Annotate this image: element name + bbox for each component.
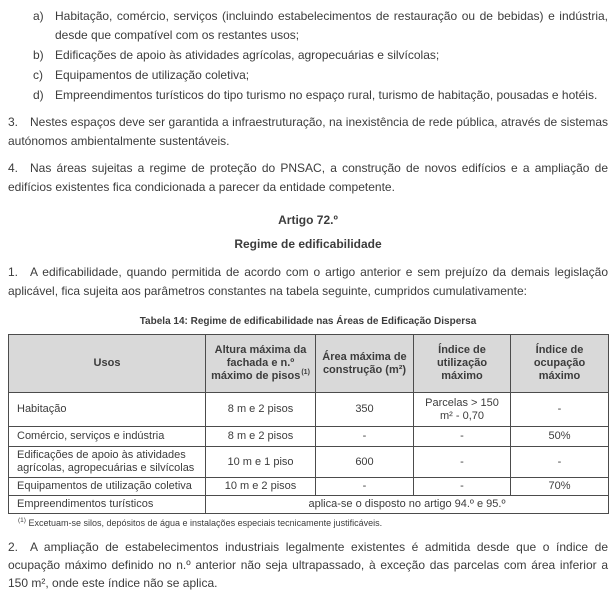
paragraph-number: 3. — [8, 115, 19, 129]
col-header-area — [316, 335, 414, 393]
cell-altura: 10 m e 1 piso — [206, 447, 316, 478]
cell-uso: Edificações de apoio às atividades agrícolas, agropecuárias e silvícolas — [9, 447, 206, 478]
header-text: Índice de utilização máximo — [436, 344, 488, 382]
footnote-marker: (1) — [18, 517, 26, 524]
cell-altura: 8 m e 2 pisos — [206, 427, 316, 447]
cell-merged-note: aplica-se o disposto no artigo 94.º e 95.º — [206, 496, 609, 514]
paragraph-number: 2. — [8, 540, 19, 554]
table-header-row — [9, 335, 609, 393]
footnote-ref: (1) — [301, 369, 310, 377]
paragraph-text: Nas áreas sujeitas a regime de proteção do PNSAC, a construção de novos edifícios e a ampliação de edifícios existentes fica condicionada a parecer da entidade competente. — [8, 161, 608, 194]
table-caption: Tabela 14: Regime de edificabilidade nas Áreas de Edificação Dispersa — [139, 316, 477, 327]
list-marker: b) — [33, 48, 44, 62]
paragraph-number: 1. — [8, 265, 19, 279]
list-marker: c) — [33, 68, 43, 82]
cell-indice-ocupacao: - — [511, 393, 609, 427]
list-item-a — [8, 7, 608, 45]
list-marker: d) — [33, 88, 44, 102]
table-row — [9, 447, 609, 478]
paragraph-4 — [8, 159, 608, 197]
list-item-b — [8, 46, 608, 65]
cell-altura: 8 m e 2 pisos — [206, 393, 316, 427]
col-header-indice-ocupacao — [511, 335, 609, 393]
table-row — [9, 478, 609, 496]
list-text: Equipamentos de utilização coletiva; — [55, 68, 250, 82]
table-footnote — [8, 518, 608, 529]
article-title: Artigo 72.º — [278, 213, 338, 227]
list-item-c — [8, 66, 608, 85]
cell-area: 600 — [316, 447, 414, 478]
header-text: Área máxima de construção (m²) — [322, 350, 407, 376]
article-subtitle: Regime de edificabilidade — [234, 237, 382, 251]
cell-indice-ocupacao: 70% — [511, 478, 609, 496]
col-header-indice-utilizacao — [414, 335, 511, 393]
cell-indice-utilizacao: - — [414, 447, 511, 478]
cell-uso: Empreendimentos turísticos — [9, 496, 206, 514]
cell-indice-utilizacao: - — [414, 478, 511, 496]
cell-indice-utilizacao: - — [414, 427, 511, 447]
cell-area: 350 — [316, 393, 414, 427]
table-row-empreendimentos — [9, 496, 609, 514]
cell-uso: Equipamentos de utilização coletiva — [9, 478, 206, 496]
paragraph-text: Nestes espaços deve ser garantida a infraestruturação, na inexistência de rede pública, através de sistemas autónomos ambientalmente sustentáveis. — [8, 115, 608, 148]
cell-indice-ocupacao: 50% — [511, 427, 609, 447]
footnote-text: Excetuam-se silos, depósitos de água e instalações especiais tecnicamente justificáveis. — [25, 518, 383, 528]
paragraph-text: A ampliação de estabelecimentos industriais legalmente existentes é admitida desde que o índice de ocupação máximo definido no n.º anterior não seja ultrapassado, à exceção das parcelas com área inferior a 150 m², onde este índice não se aplica. — [8, 540, 608, 590]
list-item-d — [8, 86, 608, 105]
cell-indice-utilizacao: Parcelas > 150 m² - 0,70 — [414, 393, 511, 427]
edificability-table — [8, 334, 609, 514]
col-header-usos — [9, 335, 206, 393]
list-marker: a) — [33, 9, 44, 23]
cell-indice-ocupacao: - — [511, 447, 609, 478]
header-text: Índice de ocupação máximo — [533, 344, 586, 382]
header-text: Usos — [93, 357, 121, 369]
table-row — [9, 427, 609, 447]
cell-area: - — [316, 478, 414, 496]
paragraph-1 — [8, 263, 608, 301]
cell-uso: Comércio, serviços e indústria — [9, 427, 206, 447]
paragraph-text: A edificabilidade, quando permitida de acordo com o artigo anterior e sem prejuízo da demais legislação aplicável, fica sujeita aos parâmetros constantes na tabela seguinte, cumpridos cumulativamente: — [8, 265, 608, 298]
list-text: Habitação, comércio, serviços (incluindo estabelecimentos de restauração ou de bebidas) e indústria, desde que compatível com os restantes usos; — [55, 9, 608, 42]
table-row — [9, 393, 609, 427]
cell-uso: Habitação — [9, 393, 206, 427]
paragraph-number: 4. — [8, 161, 19, 175]
paragraph-2 — [8, 538, 608, 592]
header-text: Altura máxima da fachada e n.º máximo de pisos — [211, 344, 307, 382]
col-header-altura — [206, 335, 316, 393]
list-text: Empreendimentos turísticos do tipo turismo no espaço rural, turismo de habitação, pousadas e hotéis. — [55, 88, 598, 102]
paragraph-3 — [8, 113, 608, 151]
cell-altura: 10 m e 2 pisos — [206, 478, 316, 496]
cell-area: - — [316, 427, 414, 447]
list-text: Edificações de apoio às atividades agrícolas, agropecuárias e silvícolas; — [55, 48, 440, 62]
